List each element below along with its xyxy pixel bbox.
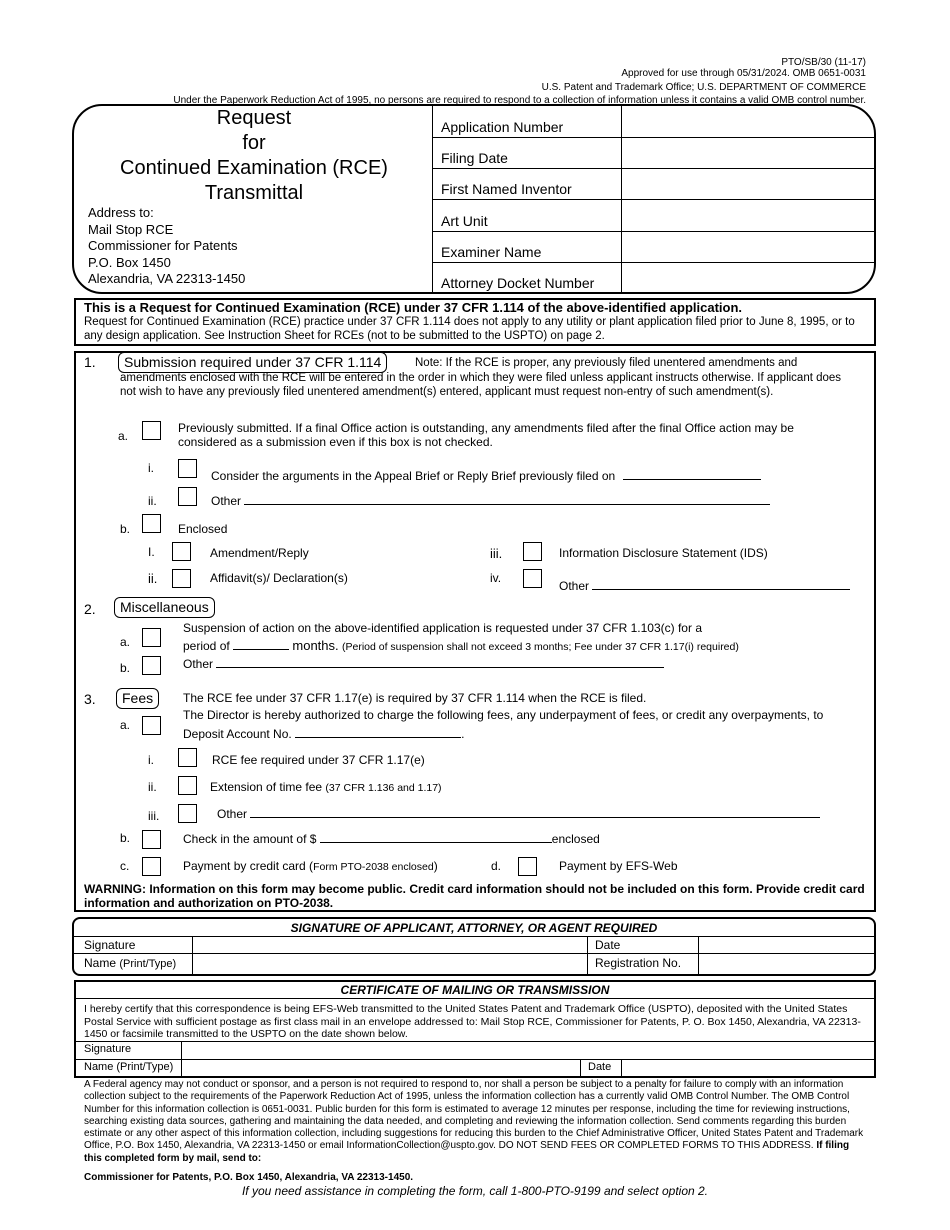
signature-date-label: Date <box>595 938 621 952</box>
mailing-instructions: Commissioner for Patents, P.O. Box 1450, Alexandria, VA 22313-1450. <box>84 1172 414 1183</box>
item-3b-text: Check in the amount of $ enclosed <box>183 832 600 846</box>
item-3a-text: The Director is hereby authorized to charge the following fees, any underpayment of fees, or credit any overpayments, to <box>183 708 824 722</box>
item-1a-text: Previously submitted. If a final Office action is outstanding, any amendments filed after the final Office action may be considered as a submission even if this box is not checked. <box>178 421 794 449</box>
item-3aiii-number: iii. <box>148 809 160 823</box>
signature-label: Signature <box>84 938 136 952</box>
checkbox-3ai[interactable] <box>178 748 197 767</box>
item-3aiii-text: Other <box>217 806 820 821</box>
art-unit-field[interactable] <box>623 200 873 231</box>
burden-statement: A Federal agency may not conduct or sponsor, and a person is not required to respond to, nor shall a person be subject to a penalty for failure to comply with an information collection subject to the requirements of the Paperwork Reduction Act of 1995, unless the information collection has a currently valid OMB Control Number. The OMB Control Number for this information collection is 0651-0031. Public burden for this form is estimated to average 12 minutes per response, including the time for reviewing instructions, searching existing data sources, gathering and maintaining the data needed, and completing and reviewing the information collection. Send comments regarding this burden estimate or any other aspect of this information collection, including suggestions for reducing this burden to the Chief Administrative Officer, United States Patent and Trademark Office, P.O. Box 1450, Alexandria, VA 22313-1450 or email InformationCollection@uspto.gov. DO NOT SEND FEES OR COMPLETED FORMS TO THIS ADDRESS. If filing this completed form by mail, send to: <box>84 1079 864 1164</box>
signature-title: SIGNATURE OF APPLICANT, ATTORNEY, OR AGENT REQUIRED <box>290 921 658 935</box>
checkbox-3a[interactable] <box>142 716 161 735</box>
checkbox-3aiii[interactable] <box>178 804 197 823</box>
section-3-number: 3. <box>84 691 96 707</box>
check-amount-field[interactable] <box>320 831 552 843</box>
certificate-title: CERTIFICATE OF MAILING OR TRANSMISSION <box>340 983 610 997</box>
item-3aii-number: ii. <box>148 780 157 794</box>
checkbox-3aii[interactable] <box>178 776 197 795</box>
item-3aii-text: Extension of time fee (37 CFR 1.136 and 1.17) <box>210 780 442 794</box>
form-title: Request for Continued Examination (RCE) Transmittal <box>120 107 388 204</box>
certificate-name-field[interactable] <box>183 1061 579 1076</box>
item-3a-letter: a. <box>120 718 131 732</box>
checkbox-3c[interactable] <box>142 857 161 876</box>
item-1ai-text: Consider the arguments in the Appeal Brief or Reply Brief previously filed on <box>211 468 761 483</box>
checkbox-1bi[interactable] <box>172 542 191 561</box>
suspension-months-field[interactable] <box>233 638 289 650</box>
item-1aii-number: ii. <box>148 494 157 508</box>
item-1b-text: Enclosed <box>178 522 228 536</box>
item-1bi-text: Amendment/Reply <box>210 546 309 560</box>
signature-name-field[interactable] <box>194 955 586 973</box>
item-2b-letter: b. <box>120 661 131 675</box>
signature-name-label: Name (Print/Type) <box>84 956 177 970</box>
item-3d-text: Payment by EFS-Web <box>559 859 678 873</box>
item-1bii-number: ii. <box>148 571 158 586</box>
intro-text: Request for Continued Examination (RCE) practice under 37 CFR 1.114 does not apply to any utility or plant application filed prior to June 8, 1995, or to any design application. See Instruction Sheet for RCEs (not to be submitted to the USPTO) on page 2. <box>84 316 855 342</box>
item-3b-letter: b. <box>120 831 131 845</box>
paperwork-line: Under the Paperwork Reduction Act of 1995, no persons are required to respond to a collection of information unless it contains a valid OMB control number. <box>173 95 866 106</box>
examiner-name-field[interactable] <box>623 232 873 262</box>
first-named-inventor-field[interactable] <box>623 169 873 199</box>
other-3aiii-field[interactable] <box>250 806 820 818</box>
checkbox-3b[interactable] <box>142 830 161 849</box>
application-number-field[interactable] <box>623 107 873 137</box>
item-2a-letter: a. <box>120 635 131 649</box>
certificate-text: I hereby certify that this correspondence is being EFS-Web transmitted to the United States Patent and Trademark Office (USPTO), deposited with the United States Postal Service with sufficient postage as first class mail in an envelope addressed to: Mail Stop RCE, Commissioner for Patents, P. O. Box 1450, Alexandria, VA 22313-1450 or facsimile transmitted to the USPTO on the date shown below. <box>84 1003 861 1040</box>
certificate-signature-field[interactable] <box>183 1043 873 1058</box>
intro-heading: This is a Request for Continued Examination (RCE) under 37 CFR 1.114 of the above-identified application. <box>84 300 743 315</box>
certificate-date-label: Date <box>588 1061 612 1073</box>
application-number-label: Application Number <box>441 119 564 135</box>
appeal-brief-date-field[interactable] <box>623 468 761 480</box>
attorney-docket-label: Attorney Docket Number <box>441 275 595 291</box>
item-1biii-number: iii. <box>490 546 503 561</box>
item-1a-letter: a. <box>118 429 129 443</box>
certificate-name-label: Name (Print/Type) <box>84 1061 174 1073</box>
other-2b-field[interactable] <box>216 656 664 668</box>
checkbox-3d[interactable] <box>518 857 537 876</box>
section-3-intro: The RCE fee under 37 CFR 1.17(e) is required by 37 CFR 1.114 when the RCE is filed. <box>183 691 647 705</box>
checkbox-1bii[interactable] <box>172 569 191 588</box>
item-2a-text: Suspension of action on the above-identified application is requested under 37 CFR 1.103(c) for a <box>183 621 702 635</box>
section-3-label: Fees <box>116 688 159 709</box>
item-2a-period: period of months. (Period of suspension shall not exceed 3 months; Fee under 37 CFR 1.17(i) required) <box>183 638 739 653</box>
section-1-label: Submission required under 37 CFR 1.114 <box>118 352 387 373</box>
other-1biv-field[interactable] <box>592 578 850 590</box>
item-1biv-number: iv. <box>490 571 502 585</box>
item-1b-letter: b. <box>120 522 131 536</box>
item-1biv-text: Other <box>559 578 850 593</box>
checkbox-2b[interactable] <box>142 656 161 675</box>
item-1aii-text: Other <box>211 493 770 508</box>
checkbox-1aii[interactable] <box>178 487 197 506</box>
certificate-signature-label: Signature <box>84 1043 132 1055</box>
registration-label: Registration No. <box>595 956 682 970</box>
item-1ai-number: i. <box>148 461 154 475</box>
assistance-line: If you need assistance in completing the form, call 1-800-PTO-9199 and select option 2. <box>241 1184 709 1198</box>
item-1biii-text: Information Disclosure Statement (IDS) <box>559 546 768 560</box>
first-named-inventor-label: First Named Inventor <box>441 181 572 197</box>
checkbox-1b[interactable] <box>142 514 161 533</box>
section-2-label: Miscellaneous <box>114 597 215 618</box>
section-1-note: Note: If the RCE is proper, any previously filed unentered amendments and amendments enclosed with the RCE will be entered in the order in which they were filed unless applicant instructs otherwise. If applicant does not wish to have any previously filed unentered amendment(s) entered, applicant must request non-entry of such amendment(s). <box>120 357 842 398</box>
other-1aii-field[interactable] <box>244 493 770 505</box>
checkbox-1ai[interactable] <box>178 459 197 478</box>
checkbox-1biii[interactable] <box>523 542 542 561</box>
section-2-number: 2. <box>84 601 96 617</box>
item-3c-letter: c. <box>120 859 130 873</box>
checkbox-1biv[interactable] <box>523 569 542 588</box>
item-2b-text: Other <box>183 656 664 671</box>
form-id: PTO/SB/30 (11-17) <box>781 57 866 68</box>
item-3a-deposit: Deposit Account No. . <box>183 727 465 741</box>
signature-date-field[interactable] <box>700 938 872 953</box>
item-3d-letter: d. <box>491 859 502 873</box>
filing-date-label: Filing Date <box>441 150 508 166</box>
item-3c-text: Payment by credit card (Form PTO-2038 enclosed) <box>183 859 438 873</box>
item-3ai-number: i. <box>148 753 154 767</box>
item-3ai-text: RCE fee required under 37 CFR 1.17(e) <box>212 753 425 767</box>
signature-field[interactable] <box>194 938 586 953</box>
section-1-number: 1. <box>84 354 96 370</box>
mailing-address: Address to: Mail Stop RCE Commissioner for Patents P.O. Box 1450 Alexandria, VA 22313-1450 <box>88 205 246 286</box>
certificate-date-field[interactable] <box>623 1061 873 1076</box>
art-unit-label: Art Unit <box>441 213 488 229</box>
item-1bi-number: I. <box>148 545 155 559</box>
approval-line: Approved for use through 05/31/2024. OMB 0651-0031 <box>621 68 866 79</box>
deposit-account-field[interactable] <box>295 726 461 738</box>
attorney-docket-field[interactable] <box>623 263 853 292</box>
warning-text: WARNING: Information on this form may become public. Credit card information should not be included on this form. Provide credit card information and authorization on PTO-2038. <box>84 882 865 910</box>
checkbox-2a[interactable] <box>142 628 161 647</box>
item-1bii-text: Affidavit(s)/ Declaration(s) <box>210 571 348 585</box>
agency-line: U.S. Patent and Trademark Office; U.S. DEPARTMENT OF COMMERCE <box>541 82 866 93</box>
registration-field[interactable] <box>700 955 872 973</box>
checkbox-1a[interactable] <box>142 421 161 440</box>
examiner-name-label: Examiner Name <box>441 244 542 260</box>
filing-date-field[interactable] <box>623 138 873 168</box>
